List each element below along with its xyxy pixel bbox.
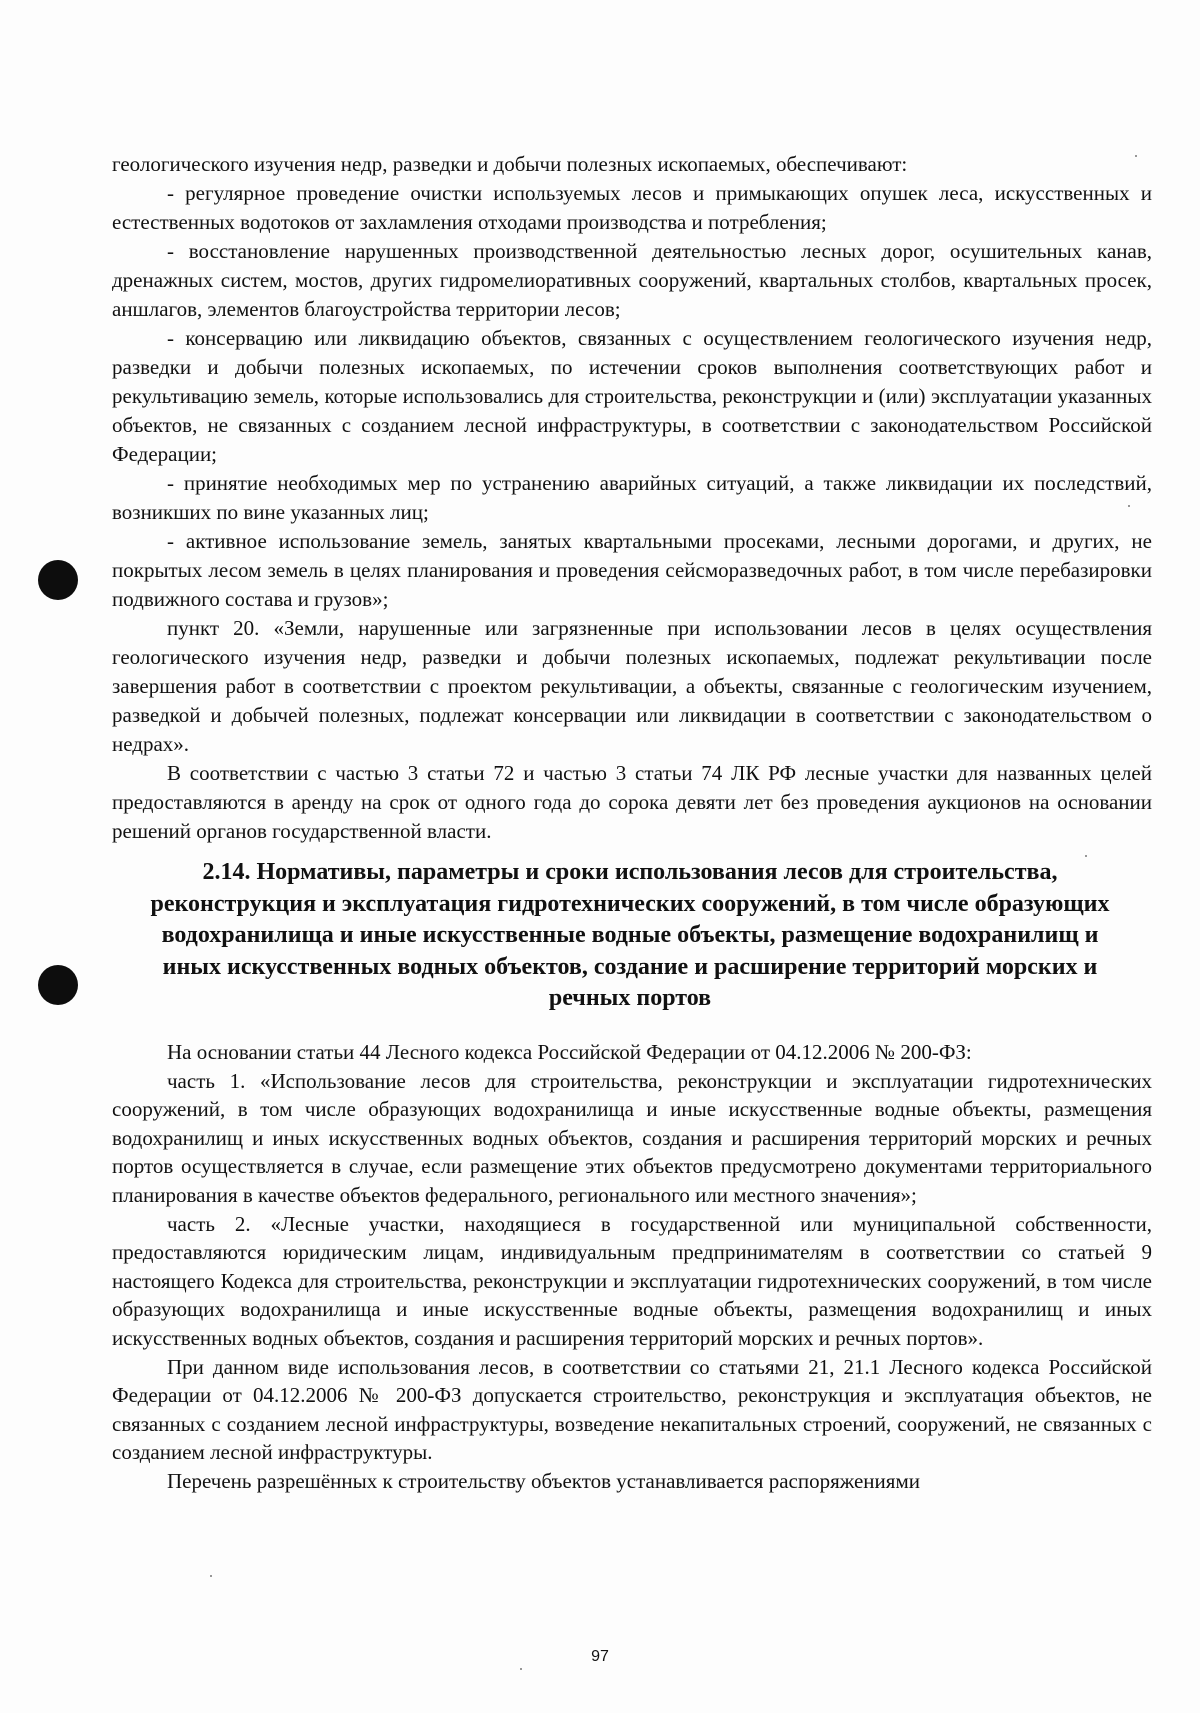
paragraph: - активное использование земель, занятых квартальными просеками, лесными дорогами, и других, не покрытых лесом земель в целях планирования и проведения сейсморазведочных работ, в том числе перебазировки подвижного состава и грузов»; [112,529,1152,611]
paragraph: - принятие необходимых мер по устранению аварийных ситуаций, а также ликвидации их последствий, возникших по вине указанных лиц; [112,471,1152,524]
scan-speck [520,1668,522,1670]
paragraph: пункт 20. «Земли, нарушенные или загрязненные при использовании лесов в целях осуществления геологического изучения недр, разведки и добычи полезных ископаемых, подлежат рекультивации после завершения работ в соответствии с проектом рекультивации, а объекты, связанные с геологическим изучением, разведкой и добычей полезных, подлежат консервации или ликвидации в соответствии с законодательством о недрах». [112,616,1152,756]
page-number: 97 [591,1648,609,1665]
paragraph: Перечень разрешённых к строительству объектов устанавливается распоряжениями [167,1468,920,1493]
paragraph: часть 1. «Использование лесов для строительства, реконструкции и эксплуатации гидротехнических сооружений, в том числе образующих водохранилища и иные искусственные водные объекты, размещения водохранилищ и иных искусственных водных объектов, создания и расширения территорий морских и речных портов осуществляется в случае, если размещение этих объектов предусмотрено документами территориального планирования в качестве объектов федерального, регионального или местного значения»; [112,1068,1152,1207]
paragraph: - восстановление нарушенных производственной деятельностью лесных дорог, осушительных канав, дренажных систем, мостов, других гидромелиоративных сооружений, квартальных столбов, квартальных просек, аншлагов, элементов благоустройства территории лесов; [112,239,1152,321]
body-text-lower [112,1038,1152,1496]
paragraph: - регулярное проведение очистки используемых лесов и примыкающих опушек леса, искусственных и естественных водотоков от захламления отходами производства и потребления; [112,181,1152,234]
scan-speck [210,1575,212,1577]
section-heading: 2.14. Нормативы, параметры и сроки использования лесов для строительства, реконструкция и эксплуатация гидротехнических сооружений, в том числе образующих водохранилища и иные искусственные водные объекты, размещение водохранилищ и иных искусственных водных объектов, создание и расширение территорий морских и речных портов [150,859,1110,1011]
paragraph: - консервацию или ликвидацию объектов, связанных с осуществлением геологического изучения недр, разведки и добычи полезных ископаемых, по истечении сроков выполнения соответствующих работ и рекультивацию земель, которые использовались для строительства, реконструкции и (или) эксплуатации указанных объектов, не связанных с созданием лесной инфраструктуры, в соответствии с законодательством Российской Федерации; [112,326,1152,466]
paragraph: геологического изучения недр, разведки и добычи полезных ископаемых, обеспечивают: [112,152,908,176]
punch-hole-mark [38,560,78,600]
paragraph: часть 2. «Лесные участки, находящиеся в государственной или муниципальной собственности, предоставляются юридическим лицам, индивидуальным предпринимателям в соответствии со статьей 9 настоящего Кодекса для строительства, реконструкции и эксплуатации гидротехнических сооружений, в том числе образующих водохранилища и иные искусственные водные объекты, размещения водохранилищ и иных искусственных водных объектов, создания и расширения территорий морских и речных портов». [112,1211,1152,1350]
body-text-upper [112,150,1152,846]
paragraph: На основании статьи 44 Лесного кодекса Российской Федерации от 04.12.2006 № 200-ФЗ: [167,1040,972,1064]
paragraph: При данном виде использования лесов, в соответствии со статьями 21, 21.1 Лесного кодекса Российской Федерации от 04.12.2006 № 200-ФЗ допускается строительство, реконструкция и эксплуатация объектов, не связанных с созданием лесной инфраструктуры, возведение некапитальных строений, сооружений, не связанных с созданием лесной инфраструктуры. [112,1354,1152,1465]
paragraph: В соответствии с частью 3 статьи 72 и частью 3 статьи 74 ЛК РФ лесные участки для названных целей предоставляются в аренду на срок от одного года до сорока девяти лет без проведения аукционов на основании решений органов государственной власти. [112,761,1152,843]
punch-hole-mark [38,965,78,1005]
